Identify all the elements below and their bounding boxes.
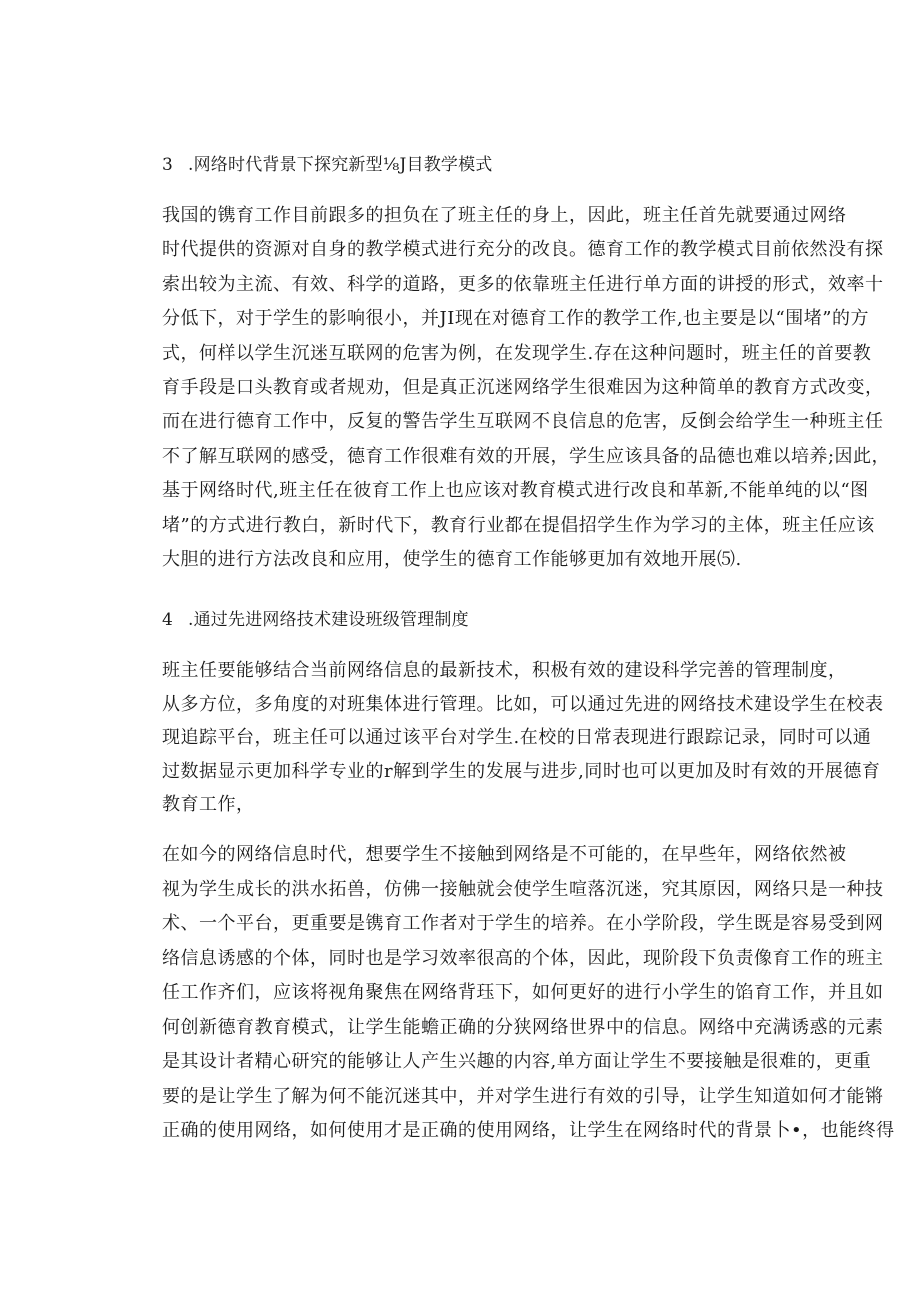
- section-heading-4: [162, 608, 469, 632]
- paragraph-line: 要的是让学生了解为何不能沉迷其中，并对学生进行有效的引导，让学生知道如何才能锵: [162, 1085, 884, 1107]
- paragraph-line: 视为学生成长的洪水拓兽，仿佛一接触就会使学生喧落沉迷，究其原因，网络只是一种技: [162, 878, 884, 900]
- paragraph-line: 络信息诱感的个体，同时也是学习效率很高的个体，因此，现阶段下负责像育工作的班主: [162, 947, 884, 969]
- paragraph-line: 堵”的方式进行教白，新时代下，教育行业都在提倡招学生作为学习的主体，班主任应该: [162, 514, 875, 536]
- paragraph-line: 育手段是口头教育或者规劝，但是真正沉迷网络学生很难因为这种简单的教育方式改变，: [162, 377, 884, 399]
- paragraph-line: 教育工作，: [162, 794, 255, 815]
- paragraph-management-system: [162, 654, 884, 822]
- section-title: .通过先进网络技术建设班级管理制度: [188, 610, 469, 630]
- section-number: 4: [162, 610, 174, 630]
- paragraph-line: 我国的镌育工作目前跟多的担负在了班主任的身上，因此，班主任首先就要通过网络: [162, 205, 847, 226]
- paragraph-line: 大胆的进行方法改良和应用，使学生的德育工作能够更加有效地开展⑸.: [162, 549, 742, 571]
- paragraph-teaching-mode: [162, 199, 891, 577]
- paragraph-line: 不了解互联网的感受，德育工作很难有效的开展，学生应该具备的品德也难以培养;因此，: [162, 445, 891, 467]
- paragraph-line: 任工作齐们，应该将视角聚焦在网络背珏下，如何更好的进行小学生的馅育工作，并且如: [162, 982, 884, 1003]
- paragraph-line: 从多方位，多角度的对班集体进行管理。比如，可以通过先进的网络技术建设学生在校表: [162, 693, 884, 715]
- paragraph-line: 过数据显示更加科学专业的r解到学生的发展与进步,同时也可以更加及时有效的开展德育: [162, 760, 881, 782]
- section-number: 3: [162, 155, 174, 175]
- paragraph-line: 正确的使用网络，如何使用才是正确的使用网络，让学生在网络时代的背景卜•，也能终得: [162, 1120, 895, 1141]
- section-title: .网络时代背景下探究新型⅛J目教学模式: [188, 155, 493, 175]
- paragraph-network-era: [162, 838, 895, 1149]
- paragraph-line: 时代提供的资源对自身的教学模式进行充分的改良。德育工作的教学模式目前依然没有探: [162, 239, 884, 261]
- paragraph-line: 班主任要能够结合当前网络信息的最新技术，积极有效的建设科学完善的管理制度，: [162, 660, 847, 681]
- paragraph-line: 索出较为主流、有效、科学的道路，更多的依靠班主任进行单方面的讲授的形式，效率十: [162, 273, 884, 295]
- paragraph-line: 何创新德育教育模式，让学生能蟾正确的分狭网络世界中的信息。网络中充满诱惑的元素: [162, 1016, 884, 1038]
- paragraph-line: 术、一个平台，更重要是镌育工作者对于学生的培养。在小学阶段，学生既是容易受到网: [162, 913, 884, 934]
- paragraph-line: 式，何样以学生沉迷互联网的危害为例，在发现学生.存在这种问题时，班主任的首要教: [162, 342, 872, 364]
- section-heading-3: [162, 153, 493, 177]
- paragraph-line: 现追踪平台，班主任可以通过该平台对学生.在校的日常表现进行跟踪记录，同时可以通: [162, 727, 872, 748]
- paragraph-line: 分低下，对于学生的影响很小，并JI现在对德育工作的教学工作,也主要是以“围堵”的方: [162, 308, 869, 330]
- paragraph-line: 基于网络时代,班主任在彼育工作上也应该对教育模式进行改良和革新,不能单纯的以“图: [162, 480, 869, 502]
- paragraph-line: 而在进行德育工作中，反复的警告学生互联网不良信息的危害，反倒会给学生一种班主任: [162, 411, 884, 433]
- paragraph-line: 在如今的网络信息时代，想要学生不接触到网络是不可能的，在早些年，网络依然被: [162, 844, 847, 865]
- paragraph-line: 是其设计者精心研究的能够让人产生兴趣的内容,单方面让学生不要接触是很难的，更重: [162, 1051, 872, 1072]
